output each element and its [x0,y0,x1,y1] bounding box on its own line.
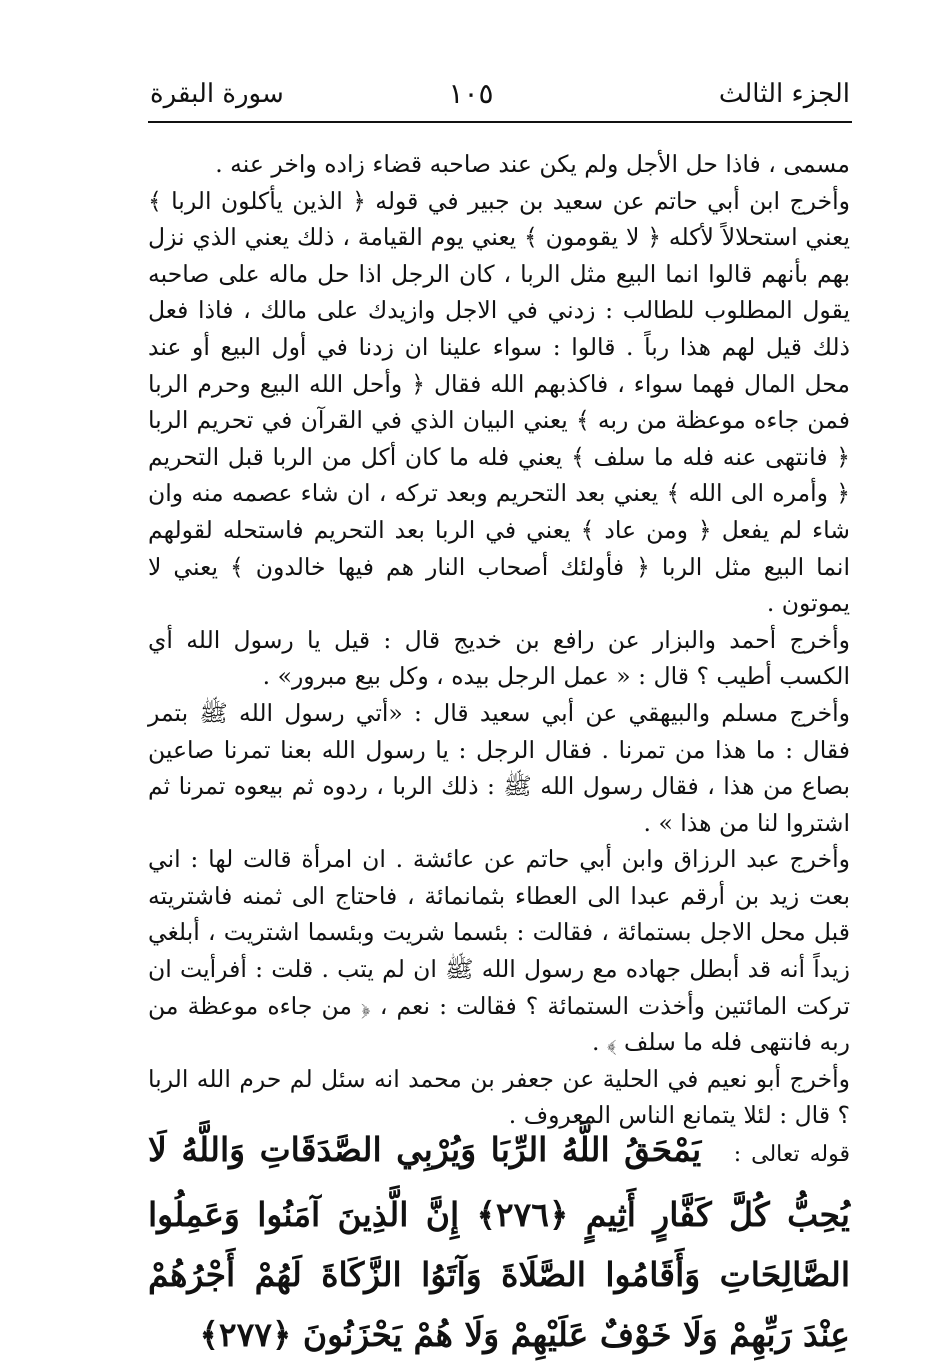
surah-title: سورة البقرة [150,79,284,109]
page-number: ١٠٥ [448,77,494,110]
paragraph: وأخرج أحمد والبزار عن رافع بن خديج قال : قيل يا رسول الله أي الكسب أطيب ؟ قال : « عمل الرجل بيده ، وكل بيع مبرور» . [148,625,850,691]
header-rule [148,121,852,123]
paragraph: وأخرج مسلم والبيهقي عن أبي سعيد قال : «أتي رسول الله ﷺ بتمر فقال : ما هذا من تمرنا . فقال الرجل : يا رسول الله بعنا تمرنا صاعين بصاع من هذا ، فقال رسول الله ﷺ : ذلك الربا ، ردوه ثم بيعوه تمرنا ثم اشتروا لنا من هذا » . [148,698,850,837]
page-header [0,0,942,120]
commentary-text [148,146,850,1134]
paragraph: مسمى ، فاذا حل الأجل ولم يكن عند صاحبه قضاء زاده واخر عنه . [215,150,850,178]
part-title: الجزء الثالث [718,79,850,109]
paragraph: وأخرج ابن أبي حاتم عن سعيد بن جبير في قوله ﴿ الذين يأكلون الربا ﴾ يعني استحلالاً لأكله ﴿ لا يقومون ﴾ يعني يوم القيامة ، ذلك يعني الذي نزل بهم بأنهم قالوا انما البيع مثل الربا ، كان الرجل اذا حل ماله على صاحبه يقول المطلوب للطالب : زدني في الاجل وازيدك على مالك ، فاذا فعل ذلك قيل لهم هذا رباً . قالوا : سواء علينا ان زدنا في أول البيع أو عند محل المال فهما سواء ، فاكذبهم الله فقال ﴿ وأحل الله البيع وحرم الربا فمن جاءه موعظة من ربه ﴾ يعني البيان الذي في القرآن في تحريم الربا ﴿ فانتهى عنه فله ما سلف ﴾ يعني فله ما كان أكل من الربا قبل التحريم ﴿ وأمره الى الله ﴾ يعني بعد التحريم وبعد تركه ، ان شاء عصمه منه وان شاء لم يفعل ﴿ ومن عاد ﴾ يعني في الربا بعد التحريم فاستحله لقولهم انما البيع مثل الربا ﴿ فأولئك أصحاب النار هم فيها خالدون ﴾ يعني لا يموتون . [148,186,850,618]
verse-text: يَمْحَقُ اللَّهُ الرِّبَا وَيُرْبِي الصَّدَقَاتِ وَاللَّهُ لَا يُحِبُّ كُلَّ كَفَّارٍ أَثِيمٍ ﴿٢٧٦﴾ إِنَّ الَّذِينَ آمَنُوا وَعَمِلُوا الصَّالِحَاتِ وَأَقَامُوا الصَّلَاةَ وَآتَوُا الزَّكَاةَ لَهُمْ أَجْرُهُمْ عِنْدَ رَبِّهِمْ وَلَا خَوْفٌ عَلَيْهِمْ وَلَا هُمْ يَحْزَنُونَ ﴿٢٧٧﴾ [148,1130,850,1354]
paragraph: وأخرج عبد الرزاق وابن أبي حاتم عن عائشة . ان امرأة قالت لها : اني بعت زيد بن أرقم عبدا الى العطاء بثمانمائة ، فاحتاج الى ثمنه فاشتريته قبل محل الاجل بستمائة ، فقالت : بئسما شريت وبئسما اشتريت ، أبلغي زيداً أنه قد أبطل جهاده مع رسول الله ﷺ ان لم يتب . قلت : أفرأيت ان تركت المائتين وأخذت الستمائة ؟ فقالت : نعم ، ﴿ من جاءه موعظة من ربه فانتهى فله ما سلف ﴾ . [148,845,850,1057]
paragraph: وأخرج أبو نعيم في الحلية عن جعفر بن محمد انه سئل لم حرم الله الربا ؟ قال : لئلا يتمانع الناس المعروف . [148,1064,850,1130]
quran-verse-block [148,1120,850,1365]
verse-intro: قوله تعالى : [733,1142,850,1167]
